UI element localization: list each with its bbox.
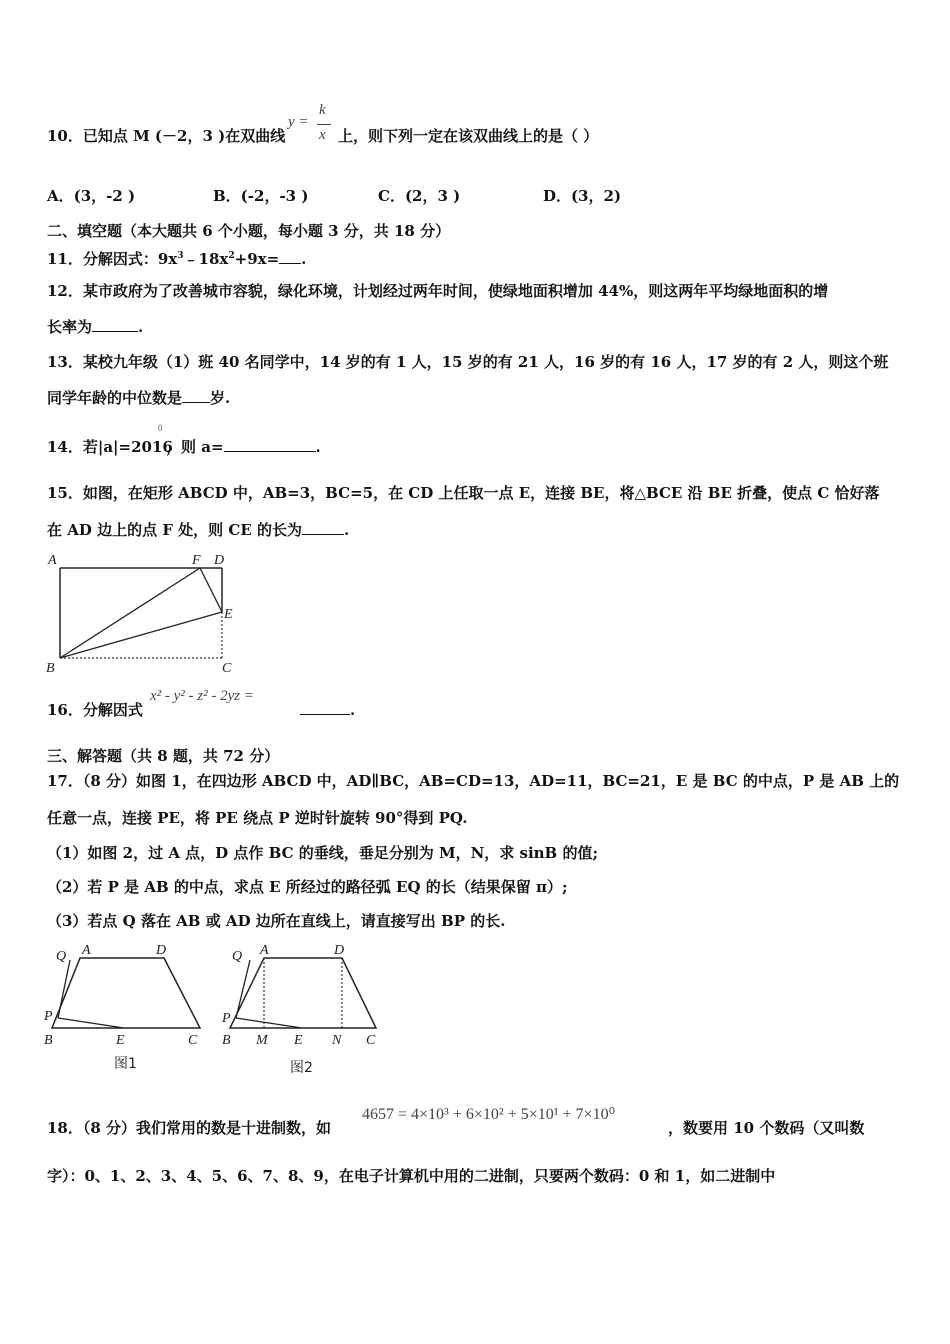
q12-line2: 长率为 . bbox=[47, 318, 144, 336]
fig2-label-b: B bbox=[222, 1033, 231, 1048]
fig2-label-e: E bbox=[294, 1033, 303, 1048]
q13-answer-blank[interactable] bbox=[182, 388, 210, 403]
fig15-segment-fe bbox=[200, 568, 222, 612]
q14-tail: ，则 a= bbox=[166, 438, 224, 456]
q11: 11．分解因式：$9x^3﹣18x^2+9x=$ . bbox=[47, 250, 307, 268]
q10-stem bbox=[47, 126, 285, 146]
fig2-label-d: D bbox=[334, 943, 345, 958]
q10-option-a: A．(3，-2 ) bbox=[47, 187, 136, 205]
q10-formula bbox=[288, 102, 336, 150]
q17-sub1: （1）如图 2，过 A 点，D 点作 BC 的垂线，垂足分别为 M，N，求 sinB 的值; bbox=[47, 844, 598, 862]
q15-line1: 15．如图，在矩形 ABCD 中，AB=3，BC=5，在 CD 上任取一点 E，连接 BE，将△BCE 沿 BE 折叠，使点 C 恰好落 bbox=[47, 484, 880, 502]
q10-option-c: C．(2，3 ) bbox=[378, 187, 461, 205]
q17-sub2: （2）若 P 是 AB 的中点，求点 E 所经过的路径弧 EQ 的长（结果保留 π）; bbox=[47, 878, 568, 896]
fig15-label-e: E bbox=[224, 607, 233, 622]
q16-blank-wrap: . bbox=[300, 700, 355, 720]
q17-figure-1 bbox=[40, 938, 215, 1078]
fig2-label-c: C bbox=[366, 1033, 376, 1048]
q17-line2: 任意一点，连接 PE，将 PE 绕点 P 逆时针旋转 90°得到 PQ. bbox=[47, 809, 468, 827]
fig2-segment-pq bbox=[236, 960, 250, 1018]
q15-rectangle-figure bbox=[40, 548, 250, 678]
q11-sup2: 2 bbox=[228, 251, 235, 261]
q13-line2b: 岁. bbox=[210, 389, 231, 407]
q11-sup1: 3 bbox=[177, 251, 184, 261]
fig1-label-a: A bbox=[82, 943, 91, 958]
q13-line1: 13．某校九年级（1）班 40 名同学中，14 岁的有 1 人，15 岁的有 21 人，16 岁的有 16 人，17 岁的有 2 人，则这个班 bbox=[47, 353, 889, 371]
q10-formula-y: y = bbox=[288, 114, 309, 130]
q10-option-d: D．(3，2) bbox=[543, 187, 622, 205]
fig1-trapezoid bbox=[52, 958, 200, 1028]
fig15-segment-bf bbox=[60, 568, 200, 658]
fig2-segment-pe bbox=[236, 1018, 302, 1028]
fig2-trapezoid bbox=[230, 958, 376, 1028]
q13-line2 bbox=[47, 388, 230, 408]
q14-text: 14．若|a|=2016 bbox=[47, 438, 173, 456]
q14-tail-wrap: ，则 a= . bbox=[166, 438, 321, 456]
q18-tail: ，数要用 10 个数码（又叫数 bbox=[668, 1119, 865, 1137]
q17-sub3: （3）若点 Q 落在 AB 或 AD 边所在直线上，请直接写出 BP 的长. bbox=[47, 912, 506, 930]
fig15-label-f: F bbox=[192, 553, 201, 568]
fig2-label-a: A bbox=[260, 943, 269, 958]
fig15-label-b: B bbox=[46, 661, 55, 676]
fig1-caption: 图1 bbox=[114, 1056, 137, 1072]
q10-label: 10．已知点 M (－2，3 )在双曲线 bbox=[47, 127, 286, 145]
q10-formula-num: k bbox=[319, 102, 326, 118]
q11-mid: ﹣18x bbox=[183, 250, 229, 268]
q10-fraction-bar bbox=[317, 124, 331, 125]
fig15-label-a: A bbox=[48, 553, 57, 568]
fig2-label-q: Q bbox=[232, 949, 243, 964]
q13-line2a: 同学年龄的中位数是 bbox=[47, 389, 183, 407]
q15-line2: 在 AD 边上的点 F 处，则 CE 的长为 . bbox=[47, 521, 350, 539]
fig15-segment-be bbox=[60, 612, 222, 658]
q11-text: 11．分解因式：9x bbox=[47, 250, 178, 268]
fig1-label-c: C bbox=[188, 1033, 198, 1048]
fig1-label-e: E bbox=[116, 1033, 125, 1048]
q10-option-b: B．(-2，-3 ) bbox=[213, 187, 309, 205]
fig2-caption: 图2 bbox=[290, 1060, 313, 1076]
fig15-label-d: D bbox=[214, 553, 225, 568]
section-3-heading: 三、解答题（共 8 题，共 72 分） bbox=[47, 747, 280, 765]
q12-answer-blank[interactable] bbox=[92, 317, 138, 332]
q14-exponent: 0 bbox=[158, 423, 163, 433]
fig2-label-p: P bbox=[222, 1011, 231, 1026]
q15-line2-text: 在 AD 边上的点 F 处，则 CE 的长为 bbox=[47, 521, 303, 539]
fig1-segment-pe bbox=[58, 1018, 124, 1028]
fig1-label-b: B bbox=[44, 1033, 53, 1048]
q11-answer-blank[interactable] bbox=[279, 249, 301, 264]
q16-formula: x² - y² - z² - 2yz = bbox=[150, 688, 254, 704]
q12-line1: 12．某市政府为了改善城市容貌，绿化环境，计划经过两年时间，使绿地面积增加 44%，则这两年平均绿地面积的增 bbox=[47, 282, 829, 300]
q18-formula: 4657 = 4×10³ + 6×10² + 5×10¹ + 7×10⁰ bbox=[362, 1106, 615, 1123]
q17-figure-2 bbox=[218, 938, 393, 1078]
fig1-label-p: P bbox=[44, 1009, 53, 1024]
section-2-heading: 二、填空题（本大题共 6 个小题，每小题 3 分，共 18 分） bbox=[47, 222, 451, 240]
q16-label: 16．分解因式 bbox=[47, 701, 143, 719]
q18-line2: 字）：0、1、2、3、4、5、6、7、8、9，在电子计算机中用的二进制，只要两个数码：0 和 1，如二进制中 bbox=[47, 1167, 776, 1185]
q10-formula-den: x bbox=[319, 127, 326, 143]
q14 bbox=[47, 437, 173, 457]
fig15-label-c: C bbox=[222, 661, 232, 676]
fig2-label-m: M bbox=[256, 1033, 268, 1048]
q11-tail: +9x= bbox=[234, 250, 280, 268]
q12-line2-text: 长率为 bbox=[47, 318, 93, 336]
q16-answer-blank[interactable] bbox=[300, 700, 350, 715]
fig2-label-n: N bbox=[332, 1033, 342, 1048]
q18-label: 18．（8 分）我们常用的数是十进制数，如 bbox=[47, 1119, 332, 1137]
fig1-label-d: D bbox=[156, 943, 167, 958]
q10-tail: 上，则下列一定在该双曲线上的是（ ） bbox=[338, 127, 599, 145]
q14-answer-blank[interactable] bbox=[224, 437, 316, 452]
q15-answer-blank[interactable] bbox=[302, 520, 344, 535]
q17-line1: 17．（8 分）如图 1，在四边形 ABCD 中，AD∥BC，AB=CD=13，AD=11，BC=21，E 是 BC 的中点，P 是 AB 上的 bbox=[47, 772, 900, 790]
fig1-label-q: Q bbox=[56, 949, 67, 964]
